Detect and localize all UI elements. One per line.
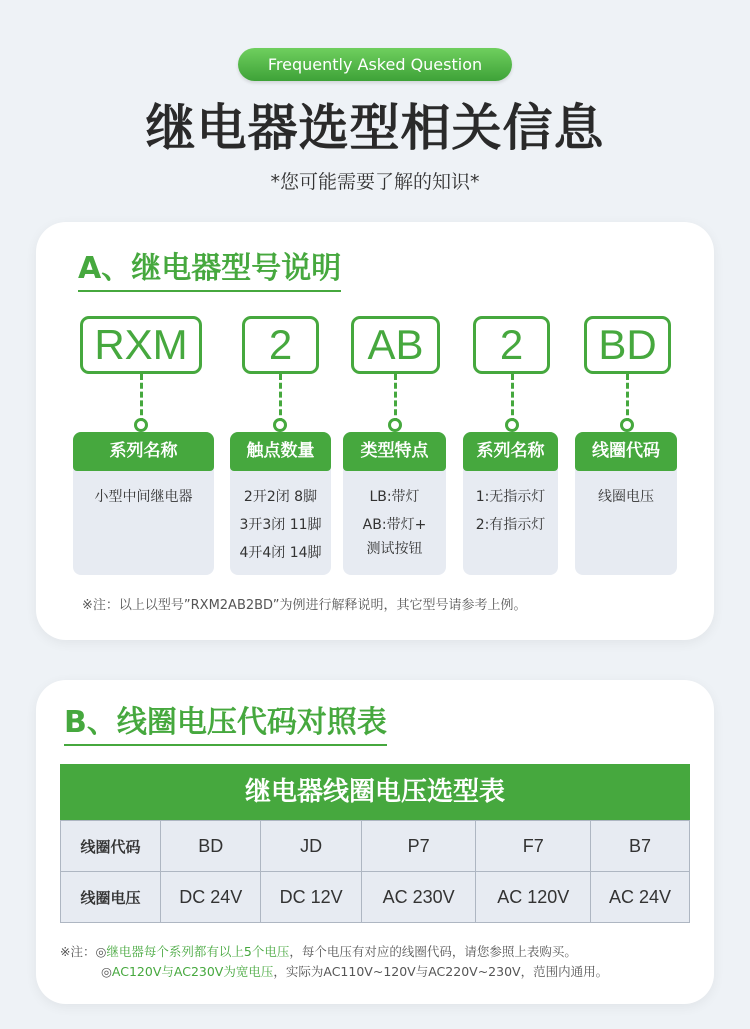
row-label: 线圈电压 xyxy=(61,872,161,923)
desc-line: 1:无指示灯 xyxy=(475,489,546,505)
section-b-title: B、线圈电压代码对照表 xyxy=(64,704,387,746)
code-box-series: RXM xyxy=(80,316,202,374)
code-box-indicator: 2 xyxy=(473,316,550,374)
note-prefix: ◎ xyxy=(101,964,112,979)
code-box-coil: BD xyxy=(584,316,671,374)
note-text: ，每个电压有对应的线圈代码，请您参照上表购买。 xyxy=(289,944,577,959)
note-text: ，实际为AC110V~120V与AC220V~230V，范围内通用。 xyxy=(273,964,609,979)
desc-line: 3开3闭 11脚 xyxy=(239,517,322,533)
connector-dot xyxy=(388,418,402,432)
table-cell: P7 xyxy=(361,821,476,872)
faq-badge: Frequently Asked Question xyxy=(238,48,512,81)
section-b-note xyxy=(60,942,608,982)
table-row xyxy=(61,872,690,923)
model-explanation-card xyxy=(36,222,714,640)
connector-dot xyxy=(505,418,519,432)
table-cell: B7 xyxy=(591,821,690,872)
code-box-contacts: 2 xyxy=(242,316,319,374)
table-cell: DC 24V xyxy=(161,872,261,923)
table-cell: BD xyxy=(161,821,261,872)
table-cell: AC 120V xyxy=(476,872,591,923)
coil-voltage-card xyxy=(36,680,714,1004)
desc-line: 2开2闭 8脚 xyxy=(243,489,318,505)
desc-line: 线圈电压 xyxy=(598,489,654,505)
desc-column-indicator xyxy=(463,432,558,575)
note-highlight: AC120V与AC230V为宽电压 xyxy=(111,964,274,979)
connector-dot xyxy=(620,418,634,432)
section-a-title: A、继电器型号说明 xyxy=(78,250,341,292)
page-subtitle: *您可能需要了解的知识* xyxy=(270,171,480,193)
desc-line: AB:带灯+ xyxy=(362,517,427,533)
desc-column-header: 类型特点 xyxy=(343,432,446,471)
desc-line: LB:带灯 xyxy=(369,489,420,505)
table-cell: AC 24V xyxy=(591,872,690,923)
desc-column-header: 触点数量 xyxy=(230,432,331,471)
desc-column-series xyxy=(73,432,214,575)
table-cell: DC 12V xyxy=(261,872,361,923)
desc-line: 4开4闭 14脚 xyxy=(239,545,322,561)
connector-dot xyxy=(273,418,287,432)
note-prefix: ※注：◎ xyxy=(60,944,107,959)
row-label: 线圈代码 xyxy=(61,821,161,872)
connector-line xyxy=(394,374,397,424)
note-highlight: 继电器每个系列都有以上5个电压 xyxy=(106,944,290,959)
desc-column-header: 系列名称 xyxy=(73,432,214,471)
table-cell: JD xyxy=(261,821,361,872)
desc-column-header: 系列名称 xyxy=(463,432,558,471)
desc-column-contacts xyxy=(230,432,331,575)
coil-voltage-table xyxy=(60,764,690,923)
desc-column-type xyxy=(343,432,446,575)
desc-line: 测试按钮 xyxy=(366,541,423,557)
table-cell: AC 230V xyxy=(361,872,476,923)
connector-line xyxy=(140,374,143,424)
page-title: 继电器选型相关信息 xyxy=(145,99,605,157)
desc-line: 2:有指示灯 xyxy=(475,517,546,533)
code-box-type: AB xyxy=(351,316,440,374)
connector-dot xyxy=(134,418,148,432)
table-title: 继电器线圈电压选型表 xyxy=(60,764,690,820)
section-a-note: ※注：以上以型号”RXM2AB2BD”为例进行解释说明，其它型号请参考上例。 xyxy=(82,598,527,613)
desc-column-coil xyxy=(575,432,677,575)
connector-line xyxy=(511,374,514,424)
connector-line xyxy=(626,374,629,424)
desc-column-header: 线圈代码 xyxy=(575,432,677,471)
desc-line: 小型中间继电器 xyxy=(94,489,193,505)
table-row xyxy=(61,821,690,872)
connector-line xyxy=(279,374,282,424)
table-cell: F7 xyxy=(476,821,591,872)
